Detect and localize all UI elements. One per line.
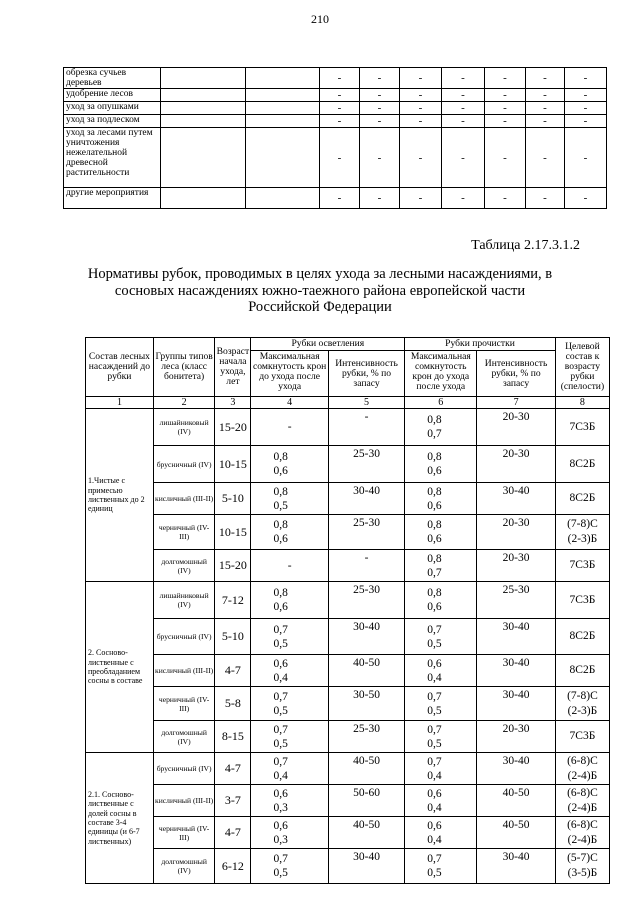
target-composition [555,550,609,582]
cleaning-intensity: 30-40 [477,483,556,515]
header-intensity: Интенсивность рубки, % по запасу [328,351,404,397]
target-composition-value: (2-4)Б [567,769,598,782]
lightening-density-value: 0,3 [273,801,288,814]
table-row [86,619,610,655]
forest-type: кисличный (III-II) [153,655,215,687]
cleaning-intensity: 40-50 [477,817,556,849]
forest-type: брусничный (IV) [153,753,215,785]
cleaning-intensity: 20-30 [477,409,556,446]
top-table-row [64,102,607,115]
lightening-density [251,753,328,785]
dash-cell: - [360,102,400,115]
empty-cell [246,68,320,89]
dash-cell: - [526,102,565,115]
cleaning-intensity: 30-40 [477,619,556,655]
activity-label: уход за лесами путем уничтожения нежелательной древесной растительности [64,128,161,188]
target-composition-value: 8С2Б [569,492,596,504]
table-row [86,817,610,849]
cleaning-density [405,550,477,582]
cleaning-intensity: 30-40 [477,687,556,721]
forest-type: кисличный (III-II) [153,483,215,515]
column-number: 7 [477,397,556,409]
cleaning-density [405,817,477,849]
header-max-density: Максимальная сомкнутость крон до ухода после ухода [405,351,477,397]
target-composition [555,515,609,550]
cleaning-density-value: 0,7 [427,755,442,768]
table-row [86,582,610,619]
top-table-row [64,115,607,128]
start-age: 3-7 [215,785,251,817]
lightening-density-value: 0,8 [273,485,288,498]
dash-cell: - [565,128,607,188]
dash-cell: - [320,115,360,128]
dash-cell: - [320,89,360,102]
dash-cell: - [526,68,565,89]
activity-label: удобрение лесов [64,89,161,102]
group-name: 1.Чистые с примесью лиственных до 2 единиц [86,409,154,582]
lightening-intensity: 50-60 [328,785,404,817]
lightening-density-value: 0,6 [273,819,288,832]
start-age: 4-7 [215,655,251,687]
dash-cell: - [485,128,526,188]
lightening-density-value: 0,7 [273,755,288,768]
cleaning-density-value: 0,7 [427,428,442,440]
dash-cell: - [400,68,442,89]
lightening-intensity: 25-30 [328,515,404,550]
dash-cell: - [526,188,565,209]
cleaning-density [405,619,477,655]
cleaning-intensity: 20-30 [477,446,556,483]
table-number: Таблица 2.17.3.1.2 [471,238,580,253]
header-target: Целевой состав к возрасту рубки (спелости) [555,338,609,397]
dash-cell: - [442,188,485,209]
title-line: Нормативы рубок, проводимых в целях ухода за лесными насаждениями, в [87,266,553,282]
lightening-density-value: 0,4 [273,769,288,782]
cleaning-density-value: 0,5 [427,704,442,717]
start-age: 8-15 [215,721,251,753]
start-age: 15-20 [215,409,251,446]
empty-cell [161,89,246,102]
forest-type: кисличный (III-II) [153,785,215,817]
cleaning-intensity: 20-30 [477,550,556,582]
cleaning-density-value: 0,6 [427,787,442,800]
target-composition-value: (5-7)С [567,852,598,864]
header-age: Возраст начала ухода, лет [215,338,251,397]
target-composition [555,721,609,753]
cleaning-density-value: 0,5 [427,637,442,650]
dash-cell: - [400,188,442,209]
top-table-row [64,68,607,89]
start-age: 7-12 [215,582,251,619]
cleaning-density [405,687,477,721]
forest-type: черничный (IV-III) [153,687,215,721]
table-row [86,550,610,582]
target-composition-value: (2-4)Б [567,801,598,814]
lightening-density-value: 0,6 [273,533,288,545]
header-intensity: Интенсивность рубки, % по запасу [477,351,556,397]
target-composition-value: 8С2Б [569,630,596,642]
lightening-density-value: 0,5 [273,737,288,750]
target-composition [555,446,609,483]
target-composition [555,687,609,721]
cleaning-density-value: 0,8 [427,552,442,565]
lightening-density [251,655,328,687]
column-number: 2 [153,397,215,409]
target-composition-value: (2-3)Б [567,533,598,545]
lightening-density-value: 0,6 [273,787,288,800]
cleaning-density [405,446,477,483]
lightening-intensity: - [328,550,404,582]
empty-cell [161,102,246,115]
lightening-intensity: 40-50 [328,655,404,687]
cleaning-density-value: 0,6 [427,499,442,512]
forest-type: черничный (IV-III) [153,817,215,849]
header-forest-type: Группы типов леса (класс бонитета) [153,338,215,397]
start-age: 4-7 [215,753,251,785]
cleaning-intensity: 30-40 [477,753,556,785]
dash-cell: - [400,102,442,115]
empty-cell [161,68,246,89]
target-composition-value: (6-8)С [567,818,598,831]
page-number: 210 [311,12,329,26]
cleaning-density-value: 0,8 [427,519,442,531]
cleaning-density [405,721,477,753]
lightening-density [251,582,328,619]
cleaning-density-value: 0,7 [427,690,442,703]
dash-cell: - [526,115,565,128]
top-table-row [64,128,607,188]
dash-cell: - [442,68,485,89]
lightening-density-value: 0,8 [273,519,288,531]
empty-cell [246,115,320,128]
table-title [80,266,560,316]
lightening-density [251,687,328,721]
cleaning-density [405,409,477,446]
table-row [86,483,610,515]
dash-cell: - [320,68,360,89]
empty-cell [246,89,320,102]
column-number: 5 [328,397,404,409]
target-composition-value: 7С3Б [569,593,596,606]
target-composition [555,483,609,515]
lightening-density-value: 0,7 [273,623,288,636]
activity-label: обрезка сучьев деревьев [64,68,161,89]
dash-cell: - [320,128,360,188]
cleaning-intensity: 25-30 [477,582,556,619]
lightening-density-value: 0,5 [273,637,288,650]
activity-label: другие мероприятия [64,188,161,209]
table-row [86,785,610,817]
lightening-density [251,817,328,849]
target-composition-value: 8С2Б [569,457,596,470]
lightening-density [251,446,328,483]
group-name: 2.1. Сосново-лиственные с долей сосны в составе 3-4 единицы (и 6-7 лиственных) [86,753,154,884]
cleaning-density-value: 0,8 [427,414,442,426]
target-composition [555,619,609,655]
target-composition [555,655,609,687]
table-row [86,849,610,884]
cleaning-density-value: 0,6 [427,533,442,545]
cleaning-density [405,483,477,515]
cleaning-density [405,849,477,884]
dash-cell: - [485,89,526,102]
lightening-intensity: - [328,409,404,446]
lightening-intensity: 30-40 [328,849,404,884]
cleaning-density [405,515,477,550]
cleaning-density [405,582,477,619]
target-composition-value: 7С3Б [569,730,596,742]
table-row [86,515,610,550]
start-age: 10-15 [215,515,251,550]
start-age: 6-12 [215,849,251,884]
dash-cell: - [400,115,442,128]
start-age: 5-8 [215,687,251,721]
forest-type: долгомошный (IV) [153,849,215,884]
table-row [86,655,610,687]
empty-cell [161,128,246,188]
lightening-density [251,721,328,753]
forest-type: долгомошный (IV) [153,721,215,753]
lightening-intensity: 40-50 [328,817,404,849]
top-table [63,67,607,209]
title-line: сосновых насаждениях южно-таежного района европейской части [114,282,526,299]
dash-cell: - [442,102,485,115]
lightening-density-value: 0,6 [273,601,288,613]
lightening-density-value: 0,3 [273,833,288,846]
table-row [86,409,610,446]
lightening-intensity: 30-40 [328,619,404,655]
dash-cell: - [400,128,442,188]
cleaning-density [405,655,477,687]
table-row [86,446,610,483]
cleaning-density-value: 0,8 [427,451,442,463]
forest-type: брусничный (IV) [153,619,215,655]
lightening-density-value: 0,4 [273,671,288,684]
dash-cell: - [442,115,485,128]
dash-cell: - [360,128,400,188]
cleaning-intensity: 20-30 [477,515,556,550]
cleaning-density-value: 0,6 [427,465,442,477]
header-cleaning: Рубки прочистки [405,338,556,351]
dash-cell: - [526,128,565,188]
dash-cell: - [442,89,485,102]
target-composition-value: (7-8)С [567,518,598,530]
lightening-density [251,849,328,884]
table-row [86,721,610,753]
cleaning-density [405,785,477,817]
activity-label: уход за подлеском [64,115,161,128]
lightening-density-value: 0,8 [273,587,288,599]
forest-type: долгомошный (IV) [153,550,215,582]
dash-cell: - [485,102,526,115]
table-row [86,753,610,785]
dash-cell: - [565,188,607,209]
top-table-row [64,89,607,102]
target-composition-value: (6-8)С [567,754,598,767]
lightening-density [251,785,328,817]
cleaning-density-value: 0,5 [427,867,442,879]
standards-table [85,337,610,884]
dash-cell: - [565,115,607,128]
dash-cell: - [400,89,442,102]
lightening-intensity: 25-30 [328,446,404,483]
target-composition [555,785,609,817]
dash-cell: - [360,89,400,102]
header-max-density: Максимальная сомкнутость крон до ухода после ухода [251,351,328,397]
dash-cell: - [320,102,360,115]
dash-cell: - [360,68,400,89]
lightening-density-value: 0,6 [273,465,288,477]
forest-type: лишайниковый (IV) [153,409,215,446]
lightening-density-value: 0,5 [273,704,288,717]
lightening-density [251,515,328,550]
cleaning-density [405,753,477,785]
header-composition: Состав лесных насаждений до рубки [86,338,154,397]
title-line: Российской Федерации [248,299,392,315]
target-composition [555,753,609,785]
lightening-density-value: 0,5 [273,867,288,879]
lightening-intensity: 25-30 [328,582,404,619]
activity-label: уход за опушками [64,102,161,115]
cleaning-density-value: 0,4 [427,801,442,814]
dash-cell: - [565,102,607,115]
target-composition-value: (7-8)С [567,689,598,702]
target-composition-value: 7С3Б [569,420,596,433]
dash-cell: - [485,68,526,89]
cleaning-density-value: 0,7 [427,723,442,736]
target-composition [555,817,609,849]
target-composition-value: (3-5)Б [567,867,598,879]
cleaning-density-value: 0,4 [427,671,442,684]
cleaning-density-value: 0,7 [427,853,442,865]
cleaning-intensity: 30-40 [477,655,556,687]
lightening-density-value: 0,7 [273,723,288,736]
header-lightening: Рубки осветления [251,338,405,351]
cleaning-intensity: 30-40 [477,849,556,884]
start-age: 15-20 [215,550,251,582]
dash-cell: - [485,188,526,209]
cleaning-density-value: 0,4 [427,833,442,846]
group-name: 2. Сосново-лиственные с преобладанием сосны в составе [86,582,154,753]
dash-cell: - [526,89,565,102]
lightening-intensity: 25-30 [328,721,404,753]
lightening-density-value: 0,8 [273,451,288,463]
lightening-density: - [251,550,328,582]
lightening-density [251,619,328,655]
cleaning-intensity: 20-30 [477,721,556,753]
cleaning-density-value: 0,7 [427,566,442,579]
lightening-density: - [251,409,328,446]
lightening-density-value: 0,6 [273,657,288,670]
column-number: 6 [405,397,477,409]
target-composition-value: (2-3)Б [567,704,598,717]
dash-cell: - [360,115,400,128]
target-composition-value: (6-8)С [567,786,598,799]
target-composition [555,409,609,446]
lightening-intensity: 30-40 [328,483,404,515]
cleaning-density-value: 0,4 [427,769,442,782]
start-age: 5-10 [215,483,251,515]
dash-cell: - [320,188,360,209]
cleaning-density-value: 0,8 [427,485,442,498]
table-row [86,687,610,721]
empty-cell [161,188,246,209]
column-number: 1 [86,397,154,409]
target-composition [555,849,609,884]
start-age: 5-10 [215,619,251,655]
empty-cell [246,102,320,115]
forest-type: брусничный (IV) [153,446,215,483]
forest-type: черничный (IV-III) [153,515,215,550]
lightening-intensity: 40-50 [328,753,404,785]
column-number: 4 [251,397,328,409]
lightening-density-value: 0,7 [273,853,288,865]
lightening-intensity: 30-50 [328,687,404,721]
dash-cell: - [485,115,526,128]
lightening-density-value: 0,5 [273,499,288,512]
cleaning-density-value: 0,8 [427,587,442,599]
lightening-density [251,483,328,515]
dash-cell: - [565,68,607,89]
cleaning-density-value: 0,5 [427,737,442,750]
column-number: 8 [555,397,609,409]
cleaning-density-value: 0,6 [427,819,442,832]
lightening-density-value: 0,7 [273,690,288,703]
start-age: 10-15 [215,446,251,483]
dash-cell: - [442,128,485,188]
dash-cell: - [565,89,607,102]
target-composition-value: 8С2Б [569,664,596,676]
forest-type: лишайниковый (IV) [153,582,215,619]
cleaning-density-value: 0,6 [427,601,442,613]
target-composition-value: (2-4)Б [567,833,598,846]
empty-cell [246,188,320,209]
empty-cell [246,128,320,188]
empty-cell [161,115,246,128]
cleaning-density-value: 0,6 [427,657,442,670]
target-composition [555,582,609,619]
top-table-row [64,188,607,209]
cleaning-intensity: 40-50 [477,785,556,817]
start-age: 4-7 [215,817,251,849]
dash-cell: - [360,188,400,209]
cleaning-density-value: 0,7 [427,623,442,636]
target-composition-value: 7С3Б [569,559,596,571]
column-number: 3 [215,397,251,409]
